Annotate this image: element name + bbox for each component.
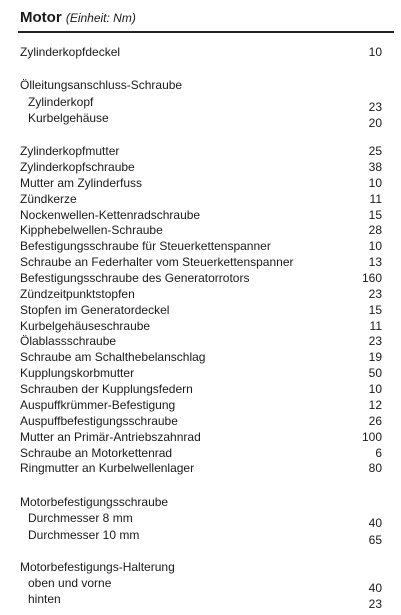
row-label: Zylinderkopfmutter [20, 144, 120, 158]
table-row [0, 429, 401, 446]
table-row [0, 591, 401, 611]
row-label: Nockenwellen-Kettenradschraube [20, 208, 201, 222]
table-row [0, 527, 401, 547]
row-value: 26 [368, 414, 382, 428]
table-row [0, 270, 401, 287]
row-label: Schraube am Schalthebelanschlag [20, 350, 206, 364]
row-label: Zündkerze [20, 192, 77, 206]
row-label: Mutter am Zylinderfuss [20, 176, 143, 190]
table-row [0, 333, 401, 350]
row-label: Motorbefestigungsschraube [20, 495, 169, 509]
row-value: 20 [368, 116, 382, 130]
row-value: 6 [375, 446, 382, 460]
row-label: Kipphebelwellen-Schraube [20, 223, 163, 237]
row-value: 23 [368, 597, 382, 611]
row-value: 10 [368, 239, 382, 253]
row-value: 38 [368, 160, 382, 174]
table-row [0, 254, 401, 271]
table-row [0, 159, 401, 176]
title-unit: (Einheit: Nm) [65, 11, 136, 25]
row-label: Schraube an Federhalter vom Steuerkettenspanner [20, 255, 294, 269]
row-label: Ölablassschraube [20, 334, 117, 348]
row-value: 23 [368, 334, 382, 348]
title-text: Motor [20, 9, 62, 26]
table-row [0, 175, 401, 192]
row-value: 40 [368, 516, 382, 530]
table-row [0, 44, 401, 61]
page-title [20, 9, 136, 26]
row-value: 15 [368, 208, 382, 222]
row-label: Befestigungsschraube des Generatorrotors [20, 271, 250, 285]
row-value: 160 [361, 271, 382, 285]
row-value: 10 [368, 382, 382, 396]
row-label: Auspuffbefestigungsschraube [20, 414, 178, 428]
table-row [0, 77, 401, 94]
row-label: Durchmesser 8 mm [28, 511, 133, 525]
table-row [0, 494, 401, 511]
table-row [0, 559, 401, 576]
row-value: 11 [369, 192, 382, 206]
row-label: Ringmutter an Kurbelwellenlager [20, 461, 195, 475]
row-label: Zündzeitpunktstopfen [20, 287, 135, 301]
row-label: Motorbefestigungs-Halterung [20, 560, 175, 574]
row-label: hinten [28, 592, 61, 606]
row-value: 23 [368, 100, 382, 114]
row-value: 100 [361, 430, 382, 444]
table-row [0, 381, 401, 398]
row-value: 10 [368, 176, 382, 190]
table-row [0, 413, 401, 430]
table-header [0, 0, 401, 36]
row-value: 40 [368, 581, 382, 595]
row-value: 65 [368, 533, 382, 547]
header-rule [18, 31, 394, 33]
table-row [0, 510, 401, 530]
row-label: Ölleitungsanschluss-Schraube [20, 78, 183, 92]
row-value: 50 [368, 366, 382, 380]
row-label: Befestigungsschraube für Steuerkettenspanner [20, 239, 271, 253]
row-value: 12 [368, 398, 382, 412]
row-label: Kurbelgehäuseschraube [20, 319, 151, 333]
table-row [0, 191, 401, 208]
row-label: Zylinderkopfschraube [20, 160, 135, 174]
row-label: Auspuffkrümmer-Befestigung [20, 398, 176, 412]
table-row [0, 238, 401, 255]
table-row [0, 365, 401, 382]
table-row [0, 143, 401, 160]
row-value: 28 [368, 223, 382, 237]
table-row [0, 575, 401, 595]
row-value: 11 [369, 319, 382, 333]
row-value: 13 [368, 255, 382, 269]
row-label: Kupplungskorbmutter [20, 366, 135, 380]
row-label: Schrauben der Kupplungsfedern [20, 382, 193, 396]
table-row [0, 286, 401, 303]
table-row [0, 397, 401, 414]
row-label: Kurbelgehäuse [28, 111, 109, 125]
row-value: 23 [368, 287, 382, 301]
row-label: Stopfen im Generatordeckel [20, 303, 170, 317]
table-row [0, 349, 401, 366]
row-label: Durchmesser 10 mm [28, 528, 140, 542]
table-row [0, 94, 401, 114]
row-label: Zylinderkopfdeckel [20, 45, 121, 59]
row-value: 80 [368, 461, 382, 475]
row-value: 19 [368, 350, 382, 364]
row-value: 10 [368, 45, 382, 59]
table-row [0, 302, 401, 319]
row-label: Mutter an Primär-Antriebszahnrad [20, 430, 201, 444]
table-row [0, 222, 401, 239]
row-value: 15 [368, 303, 382, 317]
row-value: 25 [368, 144, 382, 158]
table-row [0, 460, 401, 477]
row-label: oben und vorne [28, 576, 112, 590]
table-row [0, 110, 401, 130]
row-label: Schraube an Motorkettenrad [20, 446, 173, 460]
row-label: Zylinderkopf [28, 95, 94, 109]
